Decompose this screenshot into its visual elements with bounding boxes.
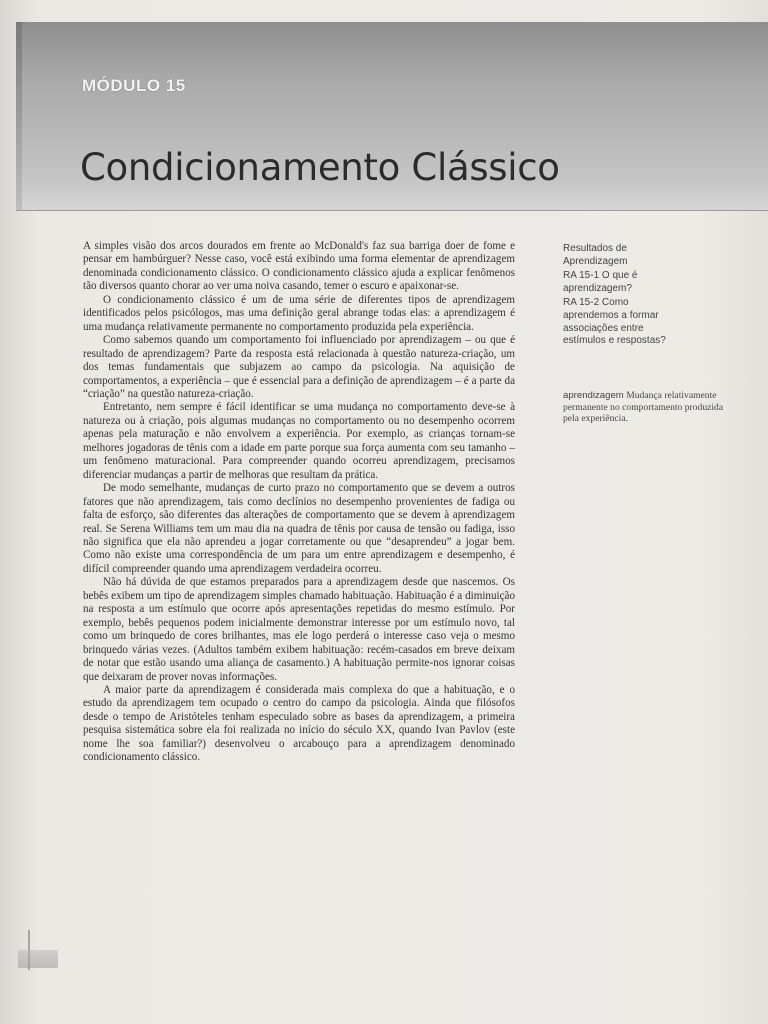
- learning-outcomes-sidebar: [563, 243, 683, 350]
- page-corner-shadow: [18, 950, 58, 968]
- paragraph: O condicionamento clássico é um de uma série de diferentes tipos de aprendizagem identificados pelos psicólogos, mas uma definição geral abrange todas elas: a aprendizagem é uma mudança relativamente permanente no comportamento produzida pela experiência.: [83, 293, 515, 333]
- paragraph: De modo semelhante, mudanças de curto prazo no comportamento que se devem a outros fatores que não aprendizagem, tais como declínios no desempenho provenientes de fadiga ou falta de esforço, são diferentes das alterações de comportamento que se devem à aprendizagem real. Se Serena Williams tem um mau dia na quadra de tênis por causa de tensão ou fadiga, isso não significa que ela não aprendeu a jogar corretamente ou que “desaprendeu” a jogar bem. Como não existe uma correspondência de um para um entre aprendizagem e desempenho, é difícil compreender quando uma aprendizagem verdadeira ocorreu.: [83, 482, 515, 575]
- paragraph: Não há dúvida de que estamos preparados para a aprendizagem desde que nascemos. Os bebês exibem um tipo de aprendizagem simples chamado habituação. Habituação é a diminuição na resposta a um estímulo que ocorre após apresentações repetidas do mesmo estímulo. Por exemplo, bebês pequenos podem inicialmente demonstrar interesse por um estímulo novo, tal como um brinquedo de cores brilhantes, mas ele logo perderá o interesse caso veja o mesmo brinquedo várias vezes. (Adultos também exibem habituação: recém-casados em breve deixam de notar que estão usando uma aliança de casamento.) A habituação permite-nos ignorar coisas que deixaram de prover novas informações.: [83, 576, 515, 683]
- learning-outcome: RA 15-2 Como aprendemos a formar associações entre estímulos e respostas?: [563, 297, 666, 347]
- body-text: [83, 240, 515, 765]
- chapter-title: Condicionamento Clássico: [80, 146, 560, 189]
- glossary-term: aprendizagem: [563, 390, 624, 401]
- banner-edge: [16, 22, 22, 210]
- learning-outcome: RA 15-1 O que é aprendizagem?: [563, 270, 638, 294]
- sidebar-heading: Resultados de Aprendizagem: [563, 243, 628, 267]
- paragraph: A simples visão dos arcos dourados em frente ao McDonald's faz sua barriga doer de fome e pensar em hambúrguer? Nesse caso, você está exibindo uma forma elementar de aprendizagem denominada condicionamento clássico. O condicionamento clássico ajuda a explicar fenômenos tão diversos quanto chorar ao ver uma noiva casando, temer o escuro e apaixonar-se.: [83, 240, 515, 293]
- glossary-definition: Mudança relativamente permanente no comportamento produzida pela experiência.: [563, 390, 724, 425]
- module-label: MÓDULO 15: [82, 76, 186, 95]
- glossary-note: [563, 390, 728, 425]
- paragraph: Como sabemos quando um comportamento foi influenciado por aprendizagem – ou que é resultado de aprendizagem? Parte da resposta está relacionada à questão natureza-criação, um dos temas fundamentais que subjazem ao campo da psicologia. Na aquisição de comportamentos, a experiência – que é essencial para a definição de aprendizagem – é a parte da “criação” na questão natureza-criação.: [83, 334, 515, 400]
- paragraph: A maior parte da aprendizagem é considerada mais complexa do que a habituação, e o estudo da aprendizagem tem ocupado o centro do campo da psicologia. Ainda que filósofos desde o tempo de Aristóteles tenham especulado sobre as bases da aprendizagem, a primeira pesquisa sistemática sobre ela foi realizada no início do século XX, quando Ivan Pavlov (este nome lhe soa familiar?) desenvolveu o arcabouço para a aprendizagem denominado condicionamento clássico.: [83, 683, 515, 764]
- paragraph: Entretanto, nem sempre é fácil identificar se uma mudança no comportamento deve-se à natureza ou à criação, pois algumas mudanças no comportamento ou no desempenho ocorrem apenas pela maturação e não envolvem a experiência. Por exemplo, as crianças tornam-se melhores jogadoras de tênis com a idade em parte porque sua força aumenta com seu tamanho – um fenômeno maturacional. Para compreender quando ocorreu aprendizagem, precisamos diferenciar mudanças a partir de melhoras que resultam da prática.: [83, 401, 515, 481]
